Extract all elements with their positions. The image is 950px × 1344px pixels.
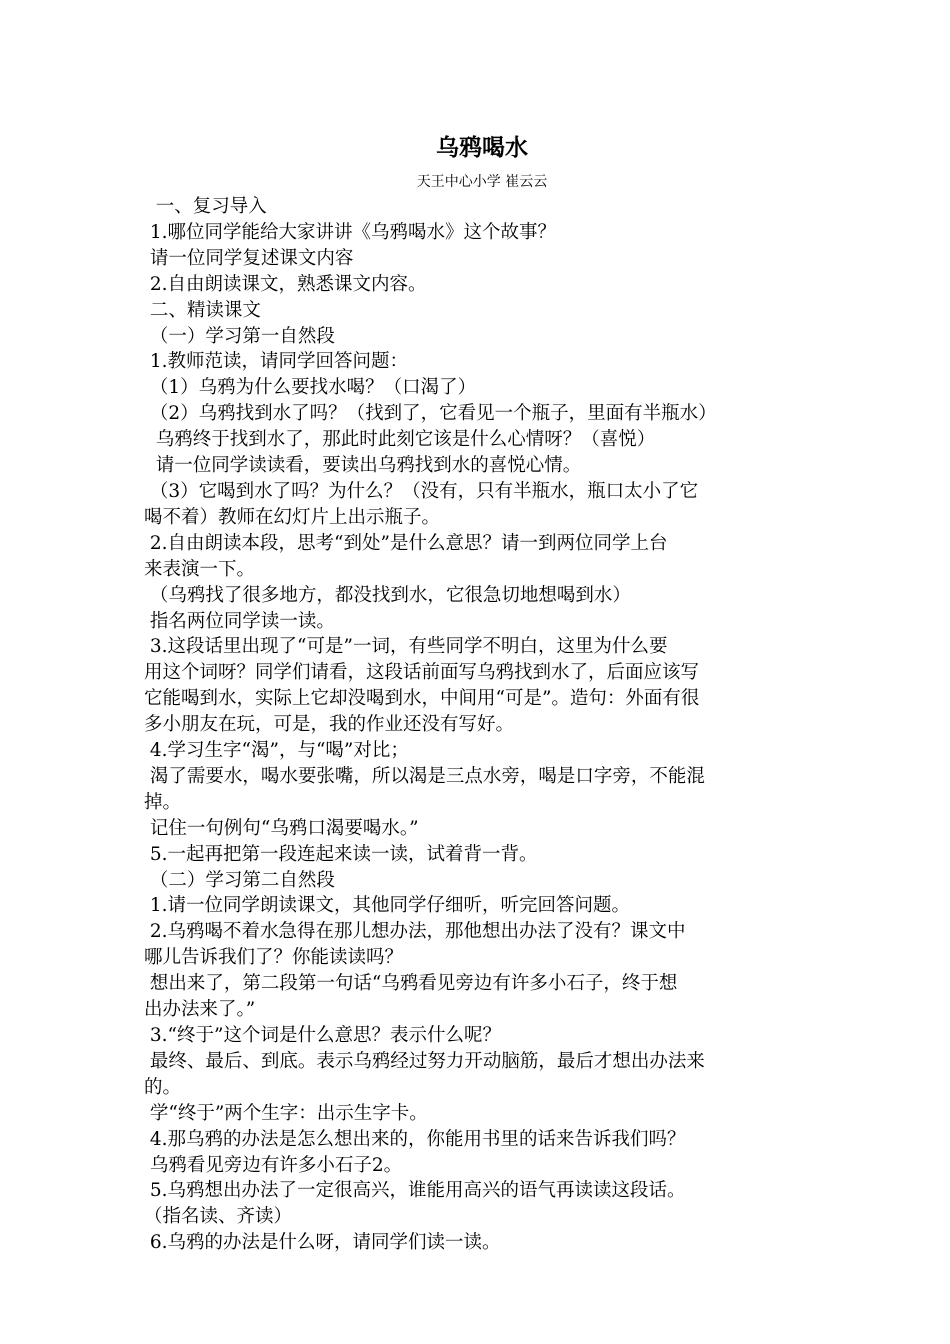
document-line: 一、复习导入	[144, 196, 267, 217]
document-line: 5.乌鸦想出办法了一定很高兴，谁能用高兴的语气再读读这段话。	[144, 1180, 686, 1202]
document-line: （一）学习第一自然段	[144, 325, 335, 347]
document-line: 5.一起再把第一段连起来读一读，试着背一背。	[144, 843, 538, 865]
document-line: 它能喝到水，实际上它却没喝到水，中间用“可是”。造句：外面有很	[144, 688, 700, 710]
document-line: 4.那乌鸦的办法是怎么想出来的，你能用书里的话来告诉我们吗？	[144, 1128, 686, 1150]
document-line: 哪儿告诉我们了？你能读读吗？	[144, 947, 404, 969]
document-line: 1.请一位同学朗读课文，其他同学仔细听，听完回答问题。	[144, 895, 631, 917]
document-line: （1）乌鸦为什么要找水喝？（口渴了）	[144, 377, 477, 399]
document-line: 二、精读课文	[144, 299, 261, 321]
document-line: 来表演一下。	[144, 558, 256, 580]
document-line: 多小朋友在玩，可是，我的作业还没有写好。	[144, 714, 515, 736]
document-line: 3.这段话里出现了“可是”一词，有些同学不明白，这里为什么要	[144, 636, 668, 658]
document-line: 指名两位同学读一读。	[144, 610, 335, 632]
document-author: 天王中心小学 崔云云	[416, 174, 548, 190]
document-line: 出办法来了。”	[144, 999, 256, 1021]
document-line: 用这个词呀？同学们请看，这段话前面写乌鸦找到水了，后面应该写	[144, 662, 700, 684]
document-line: 1.教师范读，请同学回答问题：	[144, 351, 409, 373]
document-line: 1.哪位同学能给大家讲讲《乌鸦喝水》这个故事？	[144, 221, 557, 243]
document-line: 2.乌鸦喝不着水急得在那儿想办法，那他想出办法了没有？课文中	[144, 921, 686, 943]
document-line: 渴了需要水，喝水要张嘴，所以渴是三点水旁，喝是口字旁，不能混	[144, 765, 705, 787]
document-line: （乌鸦找了很多地方，都没找到水，它很急切地想喝到水）	[144, 584, 631, 606]
document-line: 2.自由朗读本段，思考“到处”是什么意思？请一到两位同学上台	[144, 532, 668, 554]
document-line: 乌鸦看见旁边有许多小石子2。	[144, 1154, 403, 1176]
document-line: 喝不着）教师在幻灯片上出示瓶子。	[144, 506, 441, 528]
document-line: 2.自由朗读课文，熟悉课文内容。	[144, 273, 427, 295]
document-line: 4.学习生字“渴”，与“喝”对比；	[144, 740, 409, 762]
document-line: 最终、最后、到底。表示乌鸦经过努力开动脑筋，最后才想出办法来	[144, 1050, 705, 1072]
document-line: （指名读、齐读）	[144, 1206, 293, 1228]
document-line: 掉。	[144, 791, 182, 813]
document-title: 乌鸦喝水	[436, 134, 528, 161]
document-line: 的。	[144, 1076, 182, 1098]
document-line: 记住一句例句“乌鸦口渴要喝水。”	[144, 817, 419, 839]
document-line: 乌鸦终于找到水了，那此时此刻它该是什么心情呀？（喜悦）	[144, 429, 656, 451]
document-body	[144, 194, 812, 1256]
document-line: （二）学习第二自然段	[144, 869, 335, 891]
document-line: 3.“终于”这个词是什么意思？表示什么呢？	[144, 1025, 501, 1046]
document-line: 6.乌鸦的办法是什么呀，请同学们读一读。	[144, 1232, 501, 1254]
document-line: 请一位同学复述课文内容	[144, 247, 354, 269]
document-line: 想出来了，第二段第一句话“乌鸦看见旁边有许多小石子，终于想	[144, 973, 678, 995]
document-line: 请一位同学读读看，要读出乌鸦找到水的喜悦心情。	[144, 455, 582, 477]
document-line: （2）乌鸦找到水了吗？（找到了，它看见一个瓶子，里面有半瓶水）	[144, 403, 717, 425]
document-page	[144, 130, 812, 1256]
document-line: 学“终于”两个生字：出示生字卡。	[144, 1102, 428, 1124]
document-line: （3）它喝到水了吗？为什么？（没有，只有半瓶水，瓶口太小了它	[144, 480, 699, 502]
